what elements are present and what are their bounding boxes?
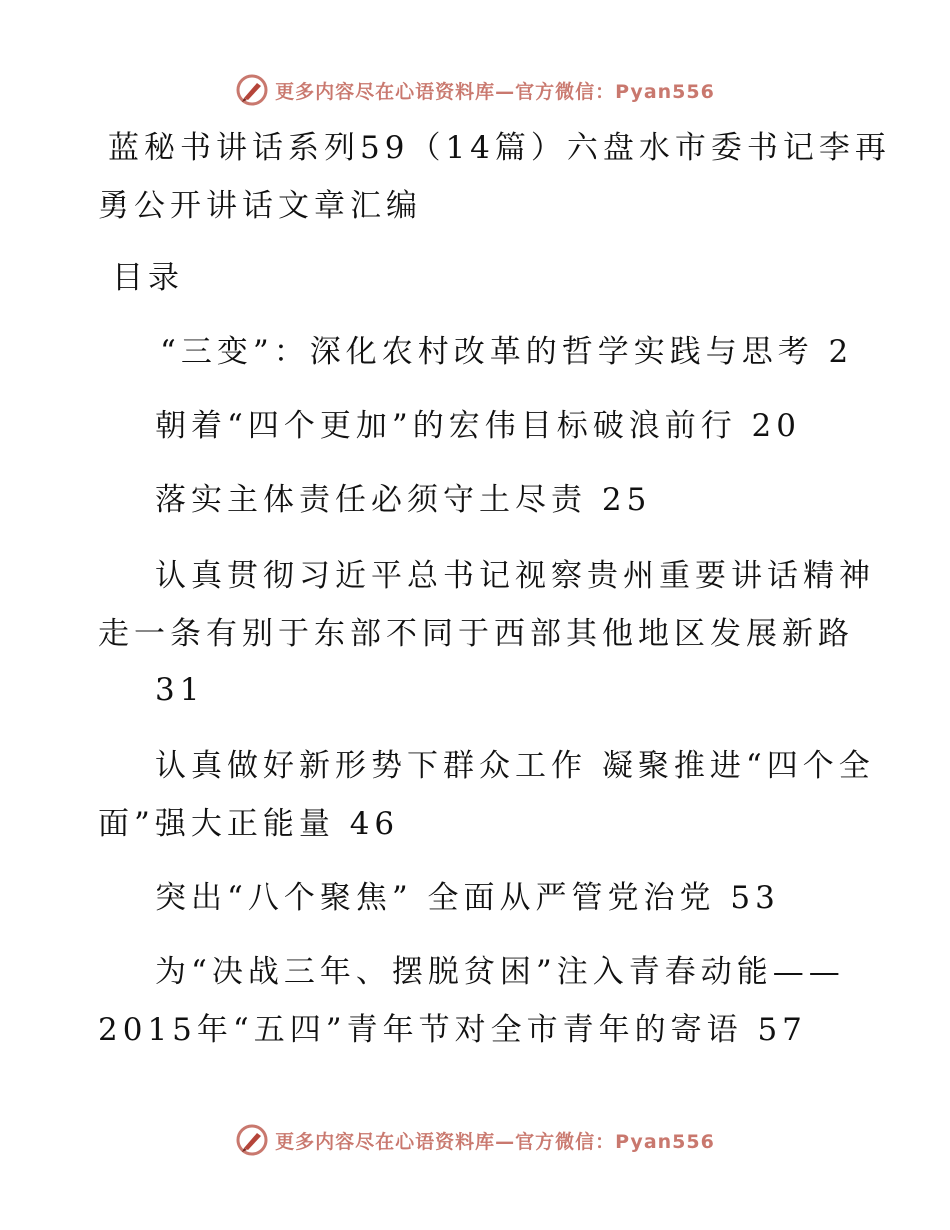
banner-text: 更多内容尽在心语资料库—官方微信：Pyan556 (275, 1130, 715, 1153)
pen-logo-icon (235, 73, 269, 107)
pen-logo-icon (235, 1123, 269, 1157)
toc-entry-7-line-1: 为“决战三年、摆脱贫困”注入青春动能—— (155, 954, 845, 990)
toc-entry-1: “三变”：深化农村改革的哲学实践与思考 2 (160, 334, 854, 370)
toc-entry-4-page: 31 (155, 672, 205, 708)
toc-entry-6: 突出“八个聚焦” 全面从严管党治党 53 (155, 880, 780, 916)
footer-banner (0, 1120, 950, 1160)
toc-entry-4-line-2: 走一条有别于东部不同于西部其他地区发展新路 (98, 616, 854, 652)
toc-entry-3: 落实主体责任必须守土尽责 25 (155, 482, 652, 518)
toc-heading: 目录 (112, 260, 184, 296)
header-banner (0, 70, 950, 110)
document-title-line-2: 勇公开讲话文章汇编 (98, 188, 422, 224)
toc-entry-5-line-2: 面”强大正能量 46 (98, 806, 400, 842)
toc-entry-7-line-2: 2015年“五四”青年节对全市青年的寄语 57 (98, 1012, 807, 1048)
document-title-line-1: 蓝秘书讲话系列59（14篇）六盘水市委书记李再 (108, 130, 891, 166)
banner-text: 更多内容尽在心语资料库—官方微信：Pyan556 (275, 80, 715, 103)
toc-entry-4-line-1: 认真贯彻习近平总书记视察贵州重要讲话精神 (155, 558, 875, 594)
toc-entry-5-line-1: 认真做好新形势下群众工作 凝聚推进“四个全 (155, 748, 875, 784)
toc-entry-2: 朝着“四个更加”的宏伟目标破浪前行 20 (155, 408, 801, 444)
